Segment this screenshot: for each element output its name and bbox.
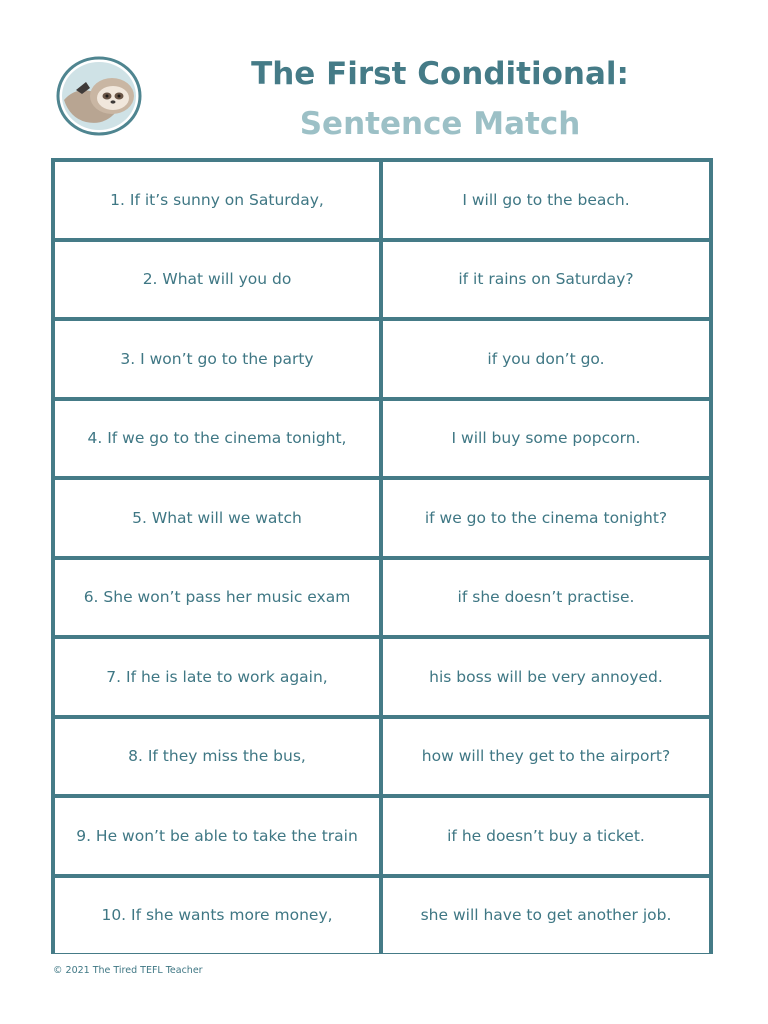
sentence-end-2: if it rains on Saturday? — [383, 242, 709, 318]
sentence-end-1: I will go to the beach. — [383, 162, 709, 238]
page-title: The First Conditional: — [251, 56, 629, 92]
sentence-end-7: his boss will be very annoyed. — [383, 639, 709, 715]
sentence-start-1: 1. If it’s sunny on Saturday, — [55, 162, 379, 238]
sentence-start-7: 7. If he is late to work again, — [55, 639, 379, 715]
sentence-match-table — [51, 158, 713, 954]
sentence-start-8: 8. If they miss the bus, — [55, 719, 379, 795]
sentence-start-2: 2. What will you do — [55, 242, 379, 318]
sentence-start-5: 5. What will we watch — [55, 480, 379, 556]
sentence-end-5: if we go to the cinema tonight? — [383, 480, 709, 556]
sentence-end-8: how will they get to the airport? — [383, 719, 709, 795]
sentence-start-9: 9. He won’t be able to take the train — [55, 798, 379, 874]
sentence-end-6: if she doesn’t practise. — [383, 560, 709, 636]
sentence-end-10: she will have to get another job. — [383, 878, 709, 954]
sentence-end-4: I will buy some popcorn. — [383, 401, 709, 477]
copyright-footer: © 2021 The Tired TEFL Teacher — [53, 965, 203, 976]
sentence-start-4: 4. If we go to the cinema tonight, — [55, 401, 379, 477]
page-subtitle: Sentence Match — [299, 106, 581, 142]
sentence-start-10: 10. If she wants more money, — [55, 878, 379, 954]
sentence-start-3: 3. I won’t go to the party — [55, 321, 379, 397]
sloth-icon — [56, 56, 142, 136]
sentence-end-3: if you don’t go. — [383, 321, 709, 397]
sentence-start-6: 6. She won’t pass her music exam — [55, 560, 379, 636]
sentence-end-9: if he doesn’t buy a ticket. — [383, 798, 709, 874]
